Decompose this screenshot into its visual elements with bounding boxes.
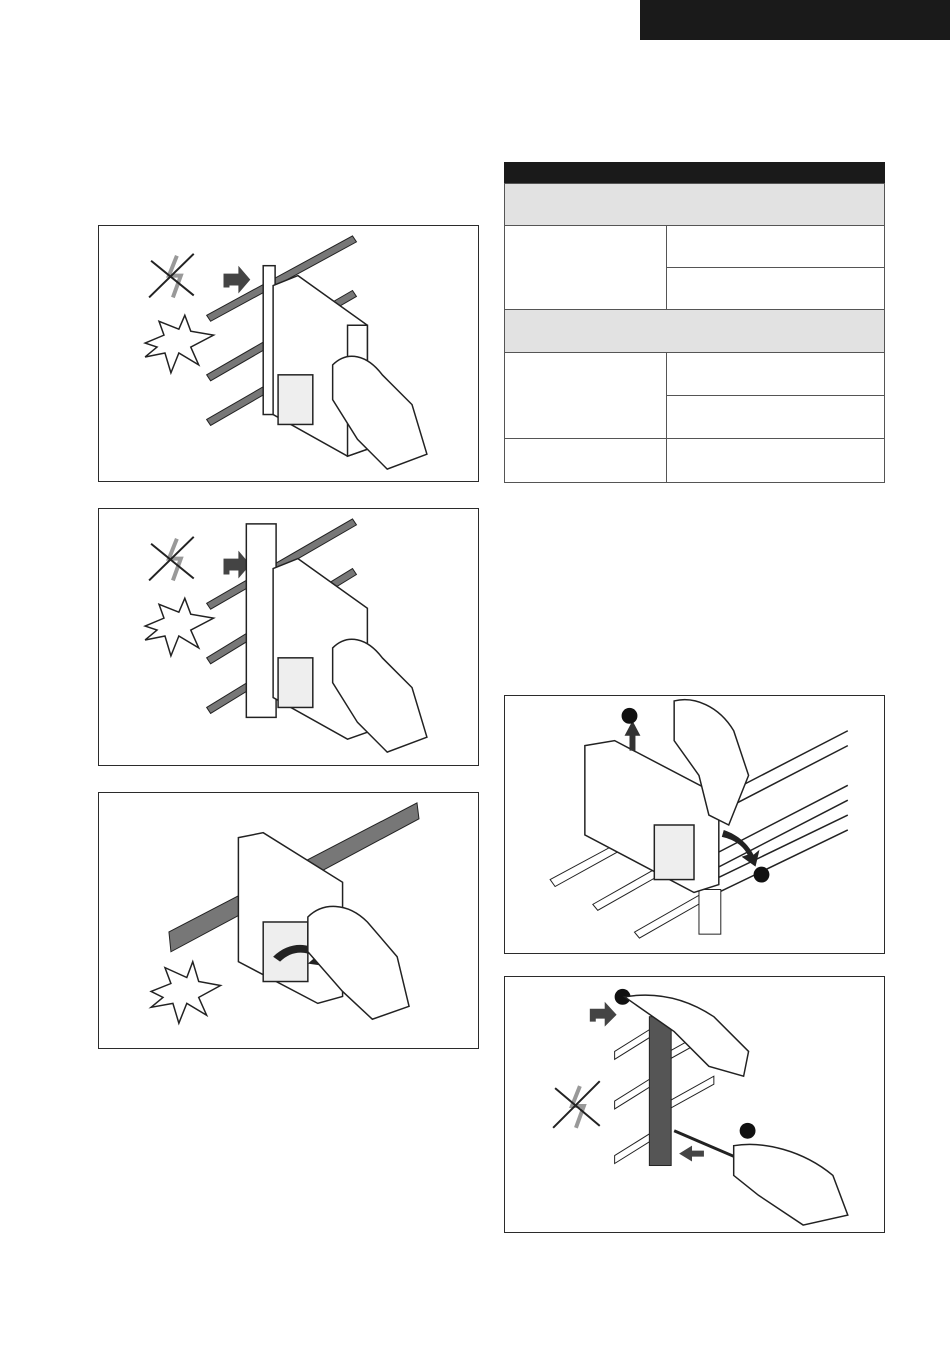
figure-removal-2 (504, 976, 885, 1233)
table-cell (666, 438, 885, 483)
table-cell (504, 225, 667, 310)
hand-icon (734, 1144, 848, 1225)
removal-illustration (505, 696, 884, 953)
numbered-step-marker-icon (754, 867, 770, 883)
connector-removal-illustration (505, 977, 884, 1232)
click-burst-icon (145, 315, 213, 373)
click-burst-icon (145, 598, 213, 656)
figure-din-rail (98, 792, 479, 1049)
specification-table (504, 162, 885, 483)
figure-mount-rail-1 (98, 225, 479, 482)
lift-arrow-icon (590, 1002, 617, 1027)
table-header (504, 162, 885, 183)
connector-bar (649, 1017, 671, 1166)
header-tab (640, 0, 950, 40)
table-cell (666, 352, 885, 396)
lift-arrow-icon (625, 721, 641, 751)
no-voltage-icon (149, 254, 194, 298)
table-section-1 (504, 183, 885, 226)
figure-removal-1 (504, 695, 885, 954)
no-voltage-icon (553, 1081, 600, 1128)
table-cell (504, 438, 667, 483)
mount-rail-illustration (99, 226, 478, 481)
table-cell (666, 267, 885, 310)
table-cell (666, 225, 885, 268)
lift-arrow-icon (224, 266, 251, 294)
din-rail-illustration (99, 793, 478, 1048)
numbered-step-marker-icon (740, 1123, 756, 1139)
numbered-step-marker-icon (622, 708, 638, 724)
no-voltage-icon (149, 537, 194, 581)
table-cell (504, 352, 667, 439)
click-burst-icon (151, 962, 220, 1024)
push-arrow-icon (679, 1146, 704, 1162)
table-cell (666, 395, 885, 439)
table-section-2 (504, 309, 885, 353)
figure-mount-rail-2 (98, 508, 479, 766)
mount-rail-illustration-2 (99, 509, 478, 765)
